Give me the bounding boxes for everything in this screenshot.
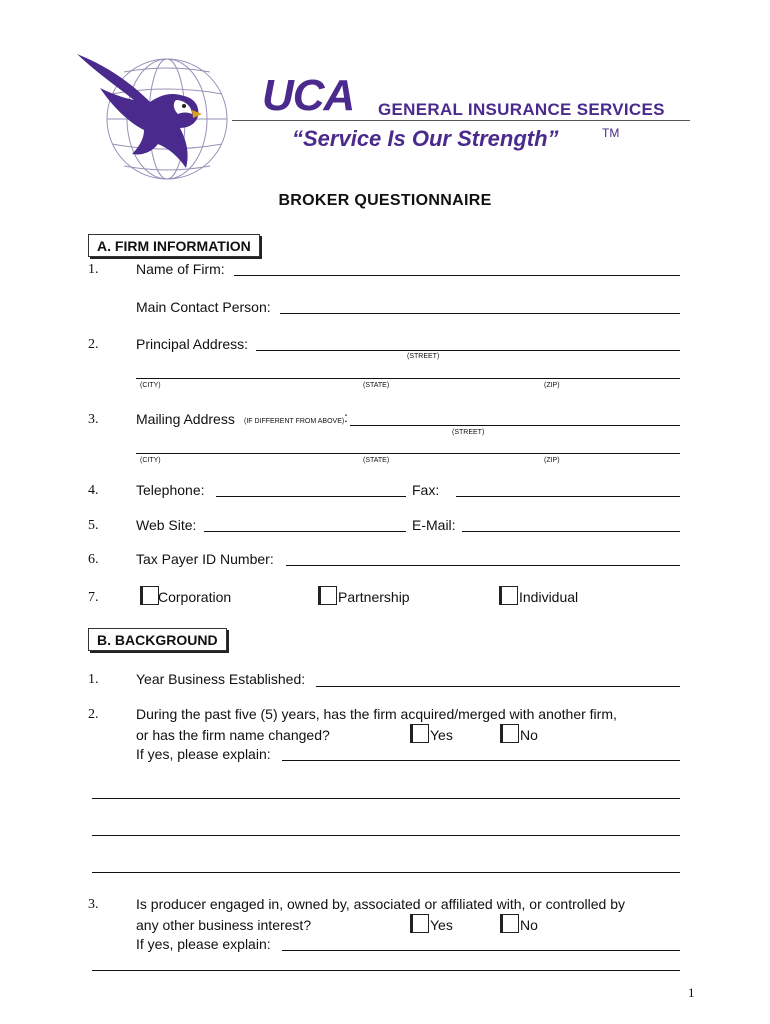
- merger-question-text: During the past five (5) years, has the firm acquired/merged with another firm,: [136, 706, 617, 722]
- page-title: BROKER QUESTIONNAIRE: [278, 192, 492, 209]
- principal-street-field[interactable]: [256, 350, 680, 351]
- mailing-city-state-zip-field[interactable]: [136, 453, 680, 454]
- affiliation-no-checkbox[interactable]: [502, 914, 519, 933]
- merger-yes-label: Yes: [430, 727, 453, 743]
- merger-explain-line[interactable]: [92, 798, 680, 799]
- main-contact-field[interactable]: [280, 313, 680, 314]
- corporation-label: Corporation: [158, 589, 232, 605]
- zip-caption: (ZIP): [544, 457, 560, 464]
- principal-address-label: Principal Address:: [136, 336, 249, 352]
- corporation-checkbox[interactable]: [142, 586, 159, 605]
- mailing-address-label: Mailing Address: [136, 411, 235, 427]
- street-caption: (STREET): [452, 429, 485, 436]
- affiliation-question-text-2: any other business interest?: [136, 917, 312, 933]
- year-established-field[interactable]: [316, 686, 680, 687]
- telephone-field[interactable]: [216, 496, 406, 497]
- header-divider: [232, 120, 690, 121]
- merger-question-text-2: or has the firm name changed?: [136, 727, 330, 743]
- year-established-label: Year Business Established:: [136, 671, 306, 687]
- principal-city-state-zip-field[interactable]: [136, 378, 680, 379]
- question-number: 6.: [88, 552, 99, 567]
- company-name: GENERAL INSURANCE SERVICES: [378, 100, 665, 119]
- brand-name: UCA: [262, 71, 355, 120]
- street-caption: (STREET): [407, 353, 440, 360]
- fax-field[interactable]: [456, 496, 680, 497]
- trademark: TM: [602, 126, 620, 140]
- city-caption: (CITY): [140, 382, 161, 389]
- zip-caption: (ZIP): [544, 382, 560, 389]
- tax-id-label: Tax Payer ID Number:: [136, 551, 274, 567]
- affiliation-explain-field[interactable]: [282, 950, 680, 951]
- merger-explain-line[interactable]: [92, 835, 680, 836]
- firm-name-field[interactable]: [234, 275, 680, 276]
- merger-yes-checkbox[interactable]: [412, 724, 429, 743]
- state-caption: (STATE): [363, 457, 390, 464]
- mailing-street-field[interactable]: [350, 425, 680, 426]
- affiliation-yes-checkbox[interactable]: [412, 914, 429, 933]
- email-label: E-Mail:: [412, 517, 456, 533]
- mailing-address-colon: :: [344, 409, 348, 425]
- question-number: 2.: [88, 337, 99, 352]
- city-caption: (CITY): [140, 457, 161, 464]
- slogan: “Service Is Our Strength”: [292, 126, 559, 151]
- tax-id-field[interactable]: [286, 565, 680, 566]
- section-a-heading: A. FIRM INFORMATION: [88, 234, 260, 257]
- merger-no-label: No: [520, 727, 538, 743]
- question-number: 3.: [88, 897, 99, 912]
- section-b-heading: B. BACKGROUND: [88, 628, 227, 651]
- question-number: 2.: [88, 707, 99, 722]
- merger-explain-field[interactable]: [282, 760, 680, 761]
- affiliation-explain-line[interactable]: [92, 970, 680, 971]
- telephone-label: Telephone:: [136, 482, 205, 498]
- affiliation-question-text: Is producer engaged in, owned by, associated or affiliated with, or controlled by: [136, 896, 625, 912]
- question-number: 3.: [88, 412, 99, 427]
- firm-name-label: Name of Firm:: [136, 261, 225, 277]
- page-number: 1: [688, 985, 695, 1000]
- question-number: 1.: [88, 672, 99, 687]
- partnership-checkbox[interactable]: [320, 586, 337, 605]
- affiliation-explain-label: If yes, please explain:: [136, 936, 271, 952]
- mailing-address-note: (IF DIFFERENT FROM ABOVE): [244, 418, 345, 425]
- question-number: 7.: [88, 590, 99, 605]
- merger-explain-line[interactable]: [92, 872, 680, 873]
- fax-label: Fax:: [412, 482, 440, 498]
- partnership-label: Partnership: [338, 589, 410, 605]
- main-contact-label: Main Contact Person:: [136, 299, 271, 315]
- affiliation-yes-label: Yes: [430, 917, 453, 933]
- question-number: 4.: [88, 483, 99, 498]
- affiliation-no-label: No: [520, 917, 538, 933]
- merger-no-checkbox[interactable]: [502, 724, 519, 743]
- email-field[interactable]: [462, 531, 680, 532]
- individual-label: Individual: [519, 589, 579, 605]
- website-field[interactable]: [204, 531, 406, 532]
- eagle-globe-logo-icon: [72, 44, 232, 184]
- question-number: 1.: [88, 262, 99, 277]
- website-label: Web Site:: [136, 517, 197, 533]
- question-number: 5.: [88, 518, 99, 533]
- individual-checkbox[interactable]: [501, 586, 518, 605]
- merger-explain-label: If yes, please explain:: [136, 746, 271, 762]
- state-caption: (STATE): [363, 382, 390, 389]
